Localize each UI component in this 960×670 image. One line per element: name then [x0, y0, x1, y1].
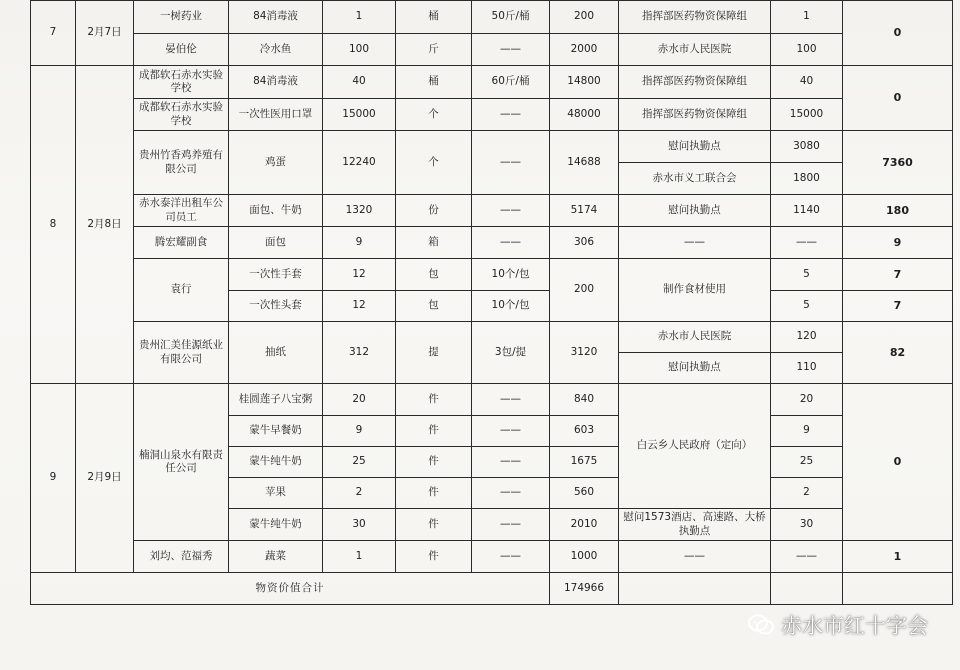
dest-qty-cell: 1800 [771, 163, 843, 195]
wechat-icon [747, 613, 775, 637]
value-cell: 200 [550, 259, 619, 322]
spec-cell: —— [472, 227, 550, 259]
unit-cell: 箱 [396, 227, 472, 259]
item-cell: 一次性手套 [229, 259, 323, 291]
spec-cell: —— [472, 478, 550, 509]
empty-cell [771, 573, 843, 605]
remain-cell: 7 [843, 291, 953, 322]
item-cell: 蒙牛早餐奶 [229, 416, 323, 447]
value-cell: 2000 [550, 34, 619, 66]
unit-cell: 提 [396, 322, 472, 384]
dest-qty-cell: 1140 [771, 195, 843, 227]
donor-cell: 腾宏耀副食 [134, 227, 229, 259]
value-cell: 14800 [550, 66, 619, 99]
dest-cell: 指挥部医药物资保障组 [619, 99, 771, 131]
remain-cell: 9 [843, 227, 953, 259]
donation-table [30, 0, 953, 605]
dest-qty-cell: 30 [771, 509, 843, 541]
date-cell: 2月9日 [76, 384, 134, 573]
total-value: 174966 [550, 573, 619, 605]
spec-cell: —— [472, 447, 550, 478]
dest-cell: —— [619, 541, 771, 573]
spec-cell: 60斤/桶 [472, 66, 550, 99]
donor-cell: 刘均、范福秀 [134, 541, 229, 573]
dest-qty-cell: —— [771, 227, 843, 259]
spec-cell: 3包/提 [472, 322, 550, 384]
qty-cell: 40 [323, 66, 396, 99]
table-row [31, 541, 953, 573]
donor-cell: 贵州竹香鸡养殖有限公司 [134, 131, 229, 195]
dest-cell: 制作食材使用 [619, 259, 771, 322]
dest-qty-cell: 40 [771, 66, 843, 99]
value-cell: 14688 [550, 131, 619, 195]
item-cell: 一次性医用口罩 [229, 99, 323, 131]
value-cell: 603 [550, 416, 619, 447]
qty-cell: 25 [323, 447, 396, 478]
unit-cell: 包 [396, 259, 472, 291]
spec-cell: —— [472, 384, 550, 416]
unit-cell: 个 [396, 99, 472, 131]
remain-cell: 0 [843, 384, 953, 541]
qty-cell: 12 [323, 291, 396, 322]
value-cell: 840 [550, 384, 619, 416]
item-cell: 蔬菜 [229, 541, 323, 573]
donor-cell: 楠洞山泉水有限责任公司 [134, 384, 229, 541]
dest-qty-cell: 120 [771, 322, 843, 353]
remain-cell: 82 [843, 322, 953, 384]
dest-cell: —— [619, 227, 771, 259]
donor-cell: 晏伯伦 [134, 34, 229, 66]
qty-cell: 100 [323, 34, 396, 66]
qty-cell: 12 [323, 259, 396, 291]
table-row [31, 99, 953, 131]
table-row [31, 259, 953, 291]
item-cell: 桂圆莲子八宝粥 [229, 384, 323, 416]
unit-cell: 件 [396, 541, 472, 573]
unit-cell: 桶 [396, 66, 472, 99]
dest-qty-cell: 3080 [771, 131, 843, 163]
item-cell: 鸡蛋 [229, 131, 323, 195]
spec-cell: —— [472, 195, 550, 227]
qty-cell: 2 [323, 478, 396, 509]
dest-qty-cell: 9 [771, 416, 843, 447]
unit-cell: 斤 [396, 34, 472, 66]
dest-qty-cell: 15000 [771, 99, 843, 131]
item-cell: 一次性头套 [229, 291, 323, 322]
qty-cell: 1 [323, 1, 396, 34]
item-cell: 84消毒液 [229, 66, 323, 99]
donor-cell: 贵州汇美佳源纸业有限公司 [134, 322, 229, 384]
donor-cell: 一树药业 [134, 1, 229, 34]
spec-cell: —— [472, 131, 550, 195]
seq-cell: 7 [31, 1, 76, 66]
value-cell: 560 [550, 478, 619, 509]
unit-cell: 件 [396, 384, 472, 416]
spec-cell: —— [472, 34, 550, 66]
remain-cell: 180 [843, 195, 953, 227]
dest-qty-cell: 5 [771, 259, 843, 291]
table-row [31, 66, 953, 99]
remain-cell: 7360 [843, 131, 953, 195]
item-cell: 面包 [229, 227, 323, 259]
table-row [31, 195, 953, 227]
value-cell: 1675 [550, 447, 619, 478]
donor-cell: 赤水泰洋出租车公司员工 [134, 195, 229, 227]
remain-cell: 0 [843, 66, 953, 131]
qty-cell: 20 [323, 384, 396, 416]
item-cell: 抽纸 [229, 322, 323, 384]
table-row [31, 131, 953, 163]
watermark-text: 赤水市红十字会 [781, 614, 928, 638]
unit-cell: 件 [396, 447, 472, 478]
item-cell: 苹果 [229, 478, 323, 509]
value-cell: 3120 [550, 322, 619, 384]
spec-cell: —— [472, 416, 550, 447]
dest-cell: 白云乡人民政府（定向） [619, 384, 771, 509]
dest-cell: 赤水市人民医院 [619, 34, 771, 66]
qty-cell: 9 [323, 227, 396, 259]
value-cell: 5174 [550, 195, 619, 227]
seq-cell: 8 [31, 66, 76, 384]
value-cell: 200 [550, 1, 619, 34]
item-cell: 冷水鱼 [229, 34, 323, 66]
empty-cell [619, 573, 771, 605]
date-cell: 2月7日 [76, 1, 134, 66]
seq-cell: 9 [31, 384, 76, 573]
spec-cell: —— [472, 541, 550, 573]
qty-cell: 1320 [323, 195, 396, 227]
unit-cell: 桶 [396, 1, 472, 34]
value-cell: 1000 [550, 541, 619, 573]
dest-cell: 指挥部医药物资保障组 [619, 1, 771, 34]
unit-cell: 件 [396, 509, 472, 541]
qty-cell: 30 [323, 509, 396, 541]
spec-cell: 50斤/桶 [472, 1, 550, 34]
dest-qty-cell: 110 [771, 353, 843, 384]
unit-cell: 件 [396, 478, 472, 509]
remain-cell: 7 [843, 259, 953, 291]
total-label: 物资价值合计 [31, 573, 550, 605]
unit-cell: 份 [396, 195, 472, 227]
table-row [31, 1, 953, 34]
qty-cell: 312 [323, 322, 396, 384]
donor-cell: 成都软石赤水实验学校 [134, 66, 229, 99]
item-cell: 蒙牛纯牛奶 [229, 447, 323, 478]
dest-qty-cell: 1 [771, 1, 843, 34]
spec-cell: 10个/包 [472, 259, 550, 291]
dest-cell: 赤水市义工联合会 [619, 163, 771, 195]
dest-qty-cell: 20 [771, 384, 843, 416]
unit-cell: 个 [396, 131, 472, 195]
qty-cell: 12240 [323, 131, 396, 195]
dest-qty-cell: 5 [771, 291, 843, 322]
donor-cell: 袁行 [134, 259, 229, 322]
dest-qty-cell: —— [771, 541, 843, 573]
donor-cell: 成都软石赤水实验学校 [134, 99, 229, 131]
unit-cell: 件 [396, 416, 472, 447]
item-cell: 84消毒液 [229, 1, 323, 34]
item-cell: 面包、牛奶 [229, 195, 323, 227]
spec-cell: —— [472, 509, 550, 541]
watermark [747, 610, 928, 640]
spec-cell: 10个/包 [472, 291, 550, 322]
dest-cell: 赤水市人民医院 [619, 322, 771, 353]
dest-qty-cell: 2 [771, 478, 843, 509]
remain-cell: 0 [843, 1, 953, 66]
dest-cell: 慰问执勤点 [619, 131, 771, 163]
table-row [31, 34, 953, 66]
total-row [31, 573, 953, 605]
value-cell: 2010 [550, 509, 619, 541]
qty-cell: 1 [323, 541, 396, 573]
dest-cell: 慰问执勤点 [619, 195, 771, 227]
qty-cell: 9 [323, 416, 396, 447]
table-row [31, 227, 953, 259]
value-cell: 48000 [550, 99, 619, 131]
dest-qty-cell: 100 [771, 34, 843, 66]
table-row [31, 322, 953, 353]
qty-cell: 15000 [323, 99, 396, 131]
date-cell: 2月8日 [76, 66, 134, 384]
dest-cell: 慰问执勤点 [619, 353, 771, 384]
dest-cell: 慰问1573酒店、高速路、大桥执勤点 [619, 509, 771, 541]
remain-cell: 1 [843, 541, 953, 573]
unit-cell: 包 [396, 291, 472, 322]
empty-cell [843, 573, 953, 605]
spec-cell: —— [472, 99, 550, 131]
table-row [31, 384, 953, 416]
value-cell: 306 [550, 227, 619, 259]
item-cell: 蒙牛纯牛奶 [229, 509, 323, 541]
dest-qty-cell: 25 [771, 447, 843, 478]
dest-cell: 指挥部医药物资保障组 [619, 66, 771, 99]
